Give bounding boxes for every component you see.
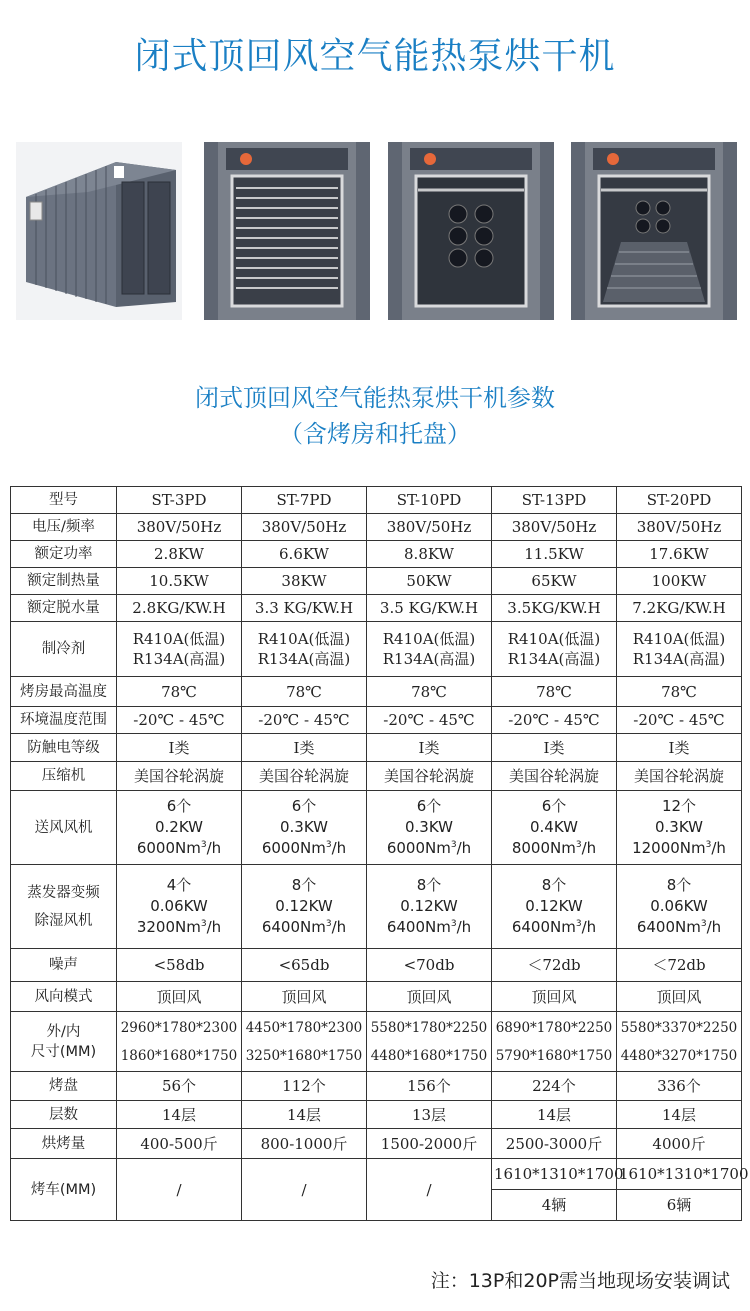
inner-size: 4480*3270*1750 <box>620 1047 738 1064</box>
table-cell: 2.8KW <box>117 541 242 568</box>
table-cell: 美国谷轮涡旋 <box>367 762 492 791</box>
row-label <box>11 1012 117 1072</box>
table-cell: 美国谷轮涡旋 <box>492 762 617 791</box>
fan-power: 0.2KW <box>155 818 203 836</box>
outer-size: 2960*1780*2300 <box>120 1019 238 1036</box>
fan-count: 8个 <box>666 876 692 894</box>
inner-size: 1860*1680*1750 <box>120 1047 238 1064</box>
photo-interior-fans <box>388 142 554 320</box>
outer-size: 5580*3370*2250 <box>620 1019 738 1036</box>
fan-count: 6个 <box>416 797 442 815</box>
refrigerant-high: R134A(高温) <box>257 650 351 668</box>
table-cell: I类 <box>367 734 492 762</box>
table-cell: -20℃ - 45℃ <box>367 707 492 734</box>
table-cell: 顶回风 <box>242 982 367 1012</box>
table-cell <box>242 865 367 949</box>
outer-size: 5580*1780*2250 <box>370 1019 488 1036</box>
table-cell: ＜72db <box>492 949 617 982</box>
table-cell: 4辆 <box>492 1190 617 1221</box>
fan-power: 0.06KW <box>650 897 708 915</box>
row-label: 层数 <box>11 1101 117 1129</box>
table-cell <box>617 1012 742 1072</box>
table-cell: 美国谷轮涡旋 <box>242 762 367 791</box>
table-row <box>11 677 742 707</box>
row-label: 烤盘 <box>11 1072 117 1101</box>
table-row <box>11 622 742 677</box>
row-label: 额定制热量 <box>11 568 117 595</box>
table-cell: 1610*1310*1700 <box>492 1159 617 1190</box>
refrigerant-low: R410A(低温) <box>257 630 351 648</box>
fan-power: 0.4KW <box>530 818 578 836</box>
refrigerant-low: R410A(低温) <box>632 630 726 648</box>
table-title: 闭式顶回风空气能热泵烘干机参数 <box>195 384 555 412</box>
row-label: 烤车(MM) <box>11 1159 117 1221</box>
table-cell: 2500-3000斤 <box>492 1129 617 1159</box>
table-cell: 7.2KG/KW.H <box>617 595 742 622</box>
row-label-line: 蒸发器变频 <box>27 884 100 901</box>
table-cell: 156个 <box>367 1072 492 1101</box>
inner-size: 4480*1680*1750 <box>370 1047 488 1064</box>
fan-flow: 6400Nm$^3$/h <box>511 918 597 936</box>
table-cell: 11.5KW <box>492 541 617 568</box>
fan-flow: 6400Nm$^3$/h <box>386 918 472 936</box>
fan-count: 8个 <box>541 876 567 894</box>
fan-power: 0.06KW <box>150 897 208 915</box>
fan-count: 12个 <box>661 797 697 815</box>
table-cell <box>242 1012 367 1072</box>
fan-power: 0.12KW <box>400 897 458 915</box>
table-cell <box>492 791 617 865</box>
fan-flow: 6000Nm$^3$/h <box>386 839 472 857</box>
photo-interior-carts <box>204 142 370 320</box>
photo-interior-empty <box>571 142 737 320</box>
table-cell: I类 <box>617 734 742 762</box>
inner-size: 3250*1680*1750 <box>245 1047 363 1064</box>
fan-flow: 12000Nm$^3$/h <box>632 839 726 857</box>
row-label: 烤房最高温度 <box>11 677 117 707</box>
footnote: 注：13P和20P需当地现场安装调试 <box>430 1270 730 1292</box>
refrigerant-high: R134A(高温) <box>632 650 726 668</box>
table-cell: 4000斤 <box>617 1129 742 1159</box>
table-cell <box>367 865 492 949</box>
table-cell: 2.8KG/KW.H <box>117 595 242 622</box>
refrigerant-high: R134A(高温) <box>382 650 476 668</box>
fan-power: 0.3KW <box>280 818 328 836</box>
refrigerant-low: R410A(低温) <box>132 630 226 648</box>
spec-table <box>10 486 749 1221</box>
table-cell: 50KW <box>367 568 492 595</box>
table-cell: 13层 <box>367 1101 492 1129</box>
fan-count: 4个 <box>166 876 192 894</box>
fan-count: 6个 <box>166 797 192 815</box>
fan-count: 8个 <box>416 876 442 894</box>
table-cell: 380V/50Hz <box>617 514 742 541</box>
table-row <box>11 865 742 949</box>
model-cell: ST-3PD <box>117 487 242 514</box>
table-cell: 3.5KG/KW.H <box>492 595 617 622</box>
table-cell: 112个 <box>242 1072 367 1101</box>
table-row <box>11 1012 742 1072</box>
table-cell: 78℃ <box>117 677 242 707</box>
fan-flow: 6000Nm$^3$/h <box>261 839 347 857</box>
fan-flow: 8000Nm$^3$/h <box>511 839 597 857</box>
table-row <box>11 1129 742 1159</box>
page-title: 闭式顶回风空气能热泵烘干机 <box>134 36 616 77</box>
table-cell: 78℃ <box>492 677 617 707</box>
table-cell: / <box>117 1159 242 1221</box>
refrigerant-low: R410A(低温) <box>507 630 601 648</box>
table-cell: 8.8KW <box>367 541 492 568</box>
table-row <box>11 707 742 734</box>
table-cell <box>617 622 742 677</box>
model-cell: ST-7PD <box>242 487 367 514</box>
refrigerant-high: R134A(高温) <box>507 650 601 668</box>
table-row <box>11 541 742 568</box>
outer-size: 6890*1780*2250 <box>495 1019 613 1036</box>
fan-power: 0.12KW <box>275 897 333 915</box>
table-cell: 6辆 <box>617 1190 742 1221</box>
row-label-line: 尺寸(MM) <box>30 1043 97 1060</box>
row-label-line: 除湿风机 <box>34 912 93 929</box>
table-cell: 380V/50Hz <box>117 514 242 541</box>
inner-size: 5790*1680*1750 <box>495 1047 613 1064</box>
table-cell: 6.6KW <box>242 541 367 568</box>
table-cell <box>617 865 742 949</box>
model-cell: ST-20PD <box>617 487 742 514</box>
table-cell <box>617 791 742 865</box>
table-cell: 美国谷轮涡旋 <box>617 762 742 791</box>
row-label: 风向模式 <box>11 982 117 1012</box>
table-cell <box>242 791 367 865</box>
table-cell: 224个 <box>492 1072 617 1101</box>
table-row <box>11 982 742 1012</box>
table-cell: I类 <box>492 734 617 762</box>
row-label: 防触电等级 <box>11 734 117 762</box>
table-cell: 顶回风 <box>492 982 617 1012</box>
table-cell: <70db <box>367 949 492 982</box>
table-row <box>11 949 742 982</box>
table-cell: 10.5KW <box>117 568 242 595</box>
table-cell: 380V/50Hz <box>242 514 367 541</box>
table-cell: <65db <box>242 949 367 982</box>
row-label: 环境温度范围 <box>11 707 117 734</box>
row-label: 额定脱水量 <box>11 595 117 622</box>
row-label: 电压/频率 <box>11 514 117 541</box>
table-cell: 400-500斤 <box>117 1129 242 1159</box>
row-label: 压缩机 <box>11 762 117 791</box>
table-cell: 380V/50Hz <box>492 514 617 541</box>
fan-count: 6个 <box>291 797 317 815</box>
row-label: 型号 <box>11 487 117 514</box>
table-cell <box>367 622 492 677</box>
table-cell <box>492 865 617 949</box>
row-label: 制冷剂 <box>11 622 117 677</box>
table-cell: 38KW <box>242 568 367 595</box>
table-cell: 3.3 KG/KW.H <box>242 595 367 622</box>
outer-size: 4450*1780*2300 <box>245 1019 363 1036</box>
table-cell: -20℃ - 45℃ <box>117 707 242 734</box>
table-cell <box>492 622 617 677</box>
table-row <box>11 762 742 791</box>
table-cell <box>367 1012 492 1072</box>
table-cell <box>117 622 242 677</box>
table-cell: ＜72db <box>617 949 742 982</box>
fan-power: 0.12KW <box>525 897 583 915</box>
fan-count: 6个 <box>541 797 567 815</box>
fan-flow: 3200Nm$^3$/h <box>136 918 222 936</box>
table-cell <box>117 1012 242 1072</box>
fan-power: 0.3KW <box>405 818 453 836</box>
table-cell: 美国谷轮涡旋 <box>117 762 242 791</box>
table-cell: 1610*1310*1700 <box>617 1159 742 1190</box>
fan-flow: 6000Nm$^3$/h <box>136 839 222 857</box>
row-label: 送风风机 <box>11 791 117 865</box>
table-cell: 1500-2000斤 <box>367 1129 492 1159</box>
row-label <box>11 865 117 949</box>
row-label: 烘烤量 <box>11 1129 117 1159</box>
table-cell <box>242 622 367 677</box>
table-row <box>11 595 742 622</box>
table-cell: 3.5 KG/KW.H <box>367 595 492 622</box>
row-label: 噪声 <box>11 949 117 982</box>
table-cell: I类 <box>242 734 367 762</box>
refrigerant-high: R134A(高温) <box>132 650 226 668</box>
fan-flow: 6400Nm$^3$/h <box>261 918 347 936</box>
table-cell: 800-1000斤 <box>242 1129 367 1159</box>
table-cell: -20℃ - 45℃ <box>242 707 367 734</box>
table-cell: 78℃ <box>617 677 742 707</box>
table-cell: / <box>242 1159 367 1221</box>
table-row <box>11 734 742 762</box>
table-cell: 顶回风 <box>617 982 742 1012</box>
table-cell <box>492 1012 617 1072</box>
table-cell: 14层 <box>242 1101 367 1129</box>
table-row <box>11 568 742 595</box>
product-photos <box>16 142 736 320</box>
table-row <box>11 791 742 865</box>
table-cell: 14层 <box>117 1101 242 1129</box>
table-cell: 78℃ <box>242 677 367 707</box>
table-cell <box>117 865 242 949</box>
table-row <box>11 487 742 514</box>
model-cell: ST-10PD <box>367 487 492 514</box>
refrigerant-low: R410A(低温) <box>382 630 476 648</box>
table-cell: 56个 <box>117 1072 242 1101</box>
table-cell <box>117 791 242 865</box>
table-cell: -20℃ - 45℃ <box>492 707 617 734</box>
table-row <box>11 1159 742 1190</box>
table-row <box>11 514 742 541</box>
table-subtitle: （含烤房和托盘） <box>279 420 471 448</box>
table-row <box>11 1101 742 1129</box>
table-cell: 100KW <box>617 568 742 595</box>
table-cell <box>367 791 492 865</box>
fan-power: 0.3KW <box>655 818 703 836</box>
row-label-line: 外/内 <box>46 1023 81 1040</box>
table-cell: 336个 <box>617 1072 742 1101</box>
table-cell: 78℃ <box>367 677 492 707</box>
table-cell: I类 <box>117 734 242 762</box>
table-cell: 17.6KW <box>617 541 742 568</box>
table-cell: 65KW <box>492 568 617 595</box>
photo-exterior <box>16 142 182 320</box>
table-cell: -20℃ - 45℃ <box>617 707 742 734</box>
model-cell: ST-13PD <box>492 487 617 514</box>
row-label: 额定功率 <box>11 541 117 568</box>
table-cell: 380V/50Hz <box>367 514 492 541</box>
table-cell: 顶回风 <box>367 982 492 1012</box>
table-cell: 14层 <box>492 1101 617 1129</box>
table-cell: <58db <box>117 949 242 982</box>
table-row <box>11 1072 742 1101</box>
fan-count: 8个 <box>291 876 317 894</box>
table-cell: / <box>367 1159 492 1221</box>
fan-flow: 6400Nm$^3$/h <box>636 918 722 936</box>
table-cell: 顶回风 <box>117 982 242 1012</box>
table-cell: 14层 <box>617 1101 742 1129</box>
